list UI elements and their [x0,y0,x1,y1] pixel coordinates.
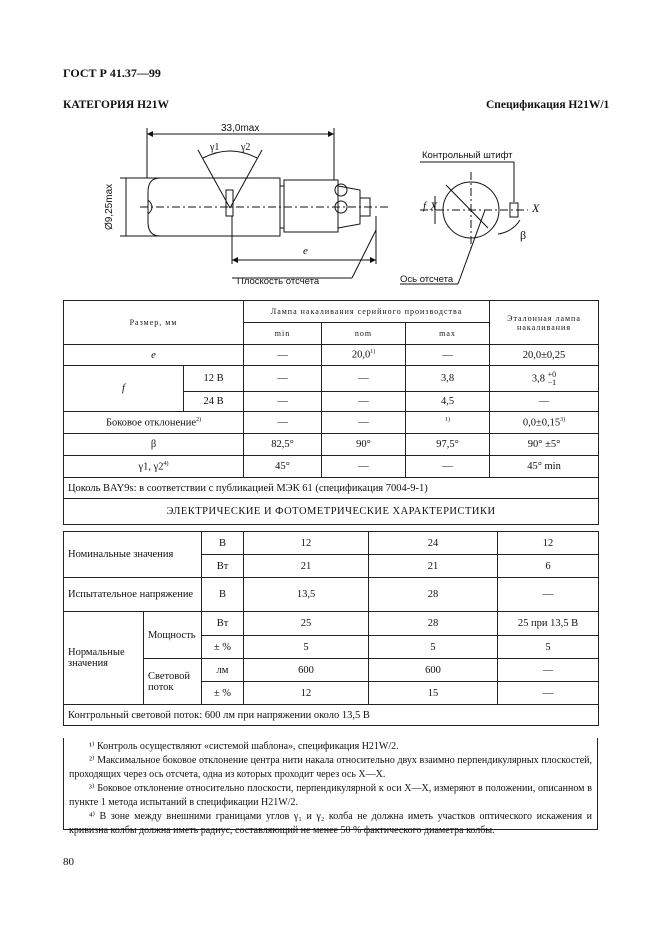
cell: — [498,578,599,612]
cell: $0,0\pm 0,15^{3)}$ [490,412,599,434]
cell: — [498,682,599,705]
cell: — [244,345,322,366]
cell: ± % [202,636,244,659]
cell: — [406,345,490,366]
cell: — [322,456,406,478]
cell: — [490,392,599,412]
footnote-3: ³⁾ Боковое отклонение относительно плоскости, перпендикулярной к оси X—X, измеряют в положении, описанном в пункте 1 метода испытаний в спецификации H21W/2. [69,783,592,808]
cell: 24 В [184,392,244,412]
x-right-label: X [532,201,540,215]
cell: 3,8 +0 −1 [490,366,599,392]
cell: — [406,456,490,478]
cell: ± % [202,682,244,705]
col-ref-header: Эталонная лампа накаливания [490,301,599,345]
test-label: Испытательное напряжение [64,578,202,612]
cell: В [202,578,244,612]
col-nom-header: nom [322,323,406,345]
spec-table [63,300,599,525]
e-label: e [303,245,308,257]
footnote-4: ⁴⁾ В зоне между внешними границами углов γ₁ и γ₂ колба не должна иметь участков оптического искажения и кривизна колбы должна иметь радиус, составляющий не менее 50 % фактического диаметра колбы. [69,811,592,836]
cell: 12 [244,682,369,705]
page-number: 80 [63,856,74,868]
cell: 15 [369,682,498,705]
cell: 5 [498,636,599,659]
cell: 12 [498,532,599,555]
section-title: ЭЛЕКТРИЧЕСКИЕ И ФОТОМЕТРИЧЕСКИЕ ХАРАКТЕРИСТИКИ [64,499,599,525]
cell: — [244,366,322,392]
col-size-header: Размер, мм [64,301,244,345]
cell: 1) [406,412,490,434]
cell: 21 [244,555,369,578]
cell: 600 [369,659,498,682]
cap-row: Цоколь BAY9s: в соответствии с публикацией МЭК 61 (спецификация 7004-9-1) [64,478,599,499]
power-label: Мощность [144,612,202,659]
cell: 24 [369,532,498,555]
cell: 4,5 [406,392,490,412]
row-f-label: f [64,366,184,412]
category-title: КАТЕГОРИЯ H21W [63,99,170,111]
cell: 5 [244,636,369,659]
cell: лм [202,659,244,682]
cell: Вт [202,612,244,636]
beta-label: β [520,228,527,242]
cell: В [202,532,244,555]
cell: — [322,412,406,434]
control-pin-label: Контрольный штифт [422,150,513,161]
f-label: f [423,200,427,212]
length-dimension: 33,0max [221,123,260,134]
x-left-label: X [430,199,438,213]
electrical-table [63,531,599,726]
row-lateral-label: Боковое отклонение$^{2)}$ [64,412,244,434]
ref-axis-label: Ось отсчета [400,274,454,285]
control-flux-row: Контрольный световой поток: 600 лм при напряжении около 13,5 В [64,705,599,726]
cell: 90° [322,434,406,456]
footnote-1: ¹⁾ Контроль осуществляют «системой шаблона», спецификация H21W/2. [89,741,399,752]
col-min-header: min [244,323,322,345]
cell: — [322,366,406,392]
lamp-drawing [0,0,661,300]
footnote-2: ²⁾ Максимальное боковое отклонение центра нити накала относительно двух взаимно перпендикулярных плоскостей, проходящих через ось отсчета, одна из которых проходит через ось X—X. [69,755,592,780]
cell: 28 [369,612,498,636]
cell: 82,5° [244,434,322,456]
cell: 97,5° [406,434,490,456]
gamma2-label: γ2 [241,142,251,153]
normal-label: Нормальные значения [64,612,144,705]
standard-title: ГОСТ Р 41.37—99 [63,66,161,80]
cell: 28 [369,578,498,612]
cell: 25 при 13,5 В [498,612,599,636]
cell: — [322,392,406,412]
nominal-label: Номинальные значения [64,532,202,578]
cell: 6 [498,555,599,578]
cell: — [244,392,322,412]
cell: — [498,659,599,682]
cell: 20,0±0,25 [490,345,599,366]
cell: 20,0$^{1)}$ [322,345,406,366]
diameter-dimension: Ø9,25max [104,183,115,230]
cell: 45° min [490,456,599,478]
cell: 3,8 [406,366,490,392]
gamma1-label: γ1 [210,142,220,153]
row-e-label: e [64,345,244,366]
cell: 5 [369,636,498,659]
cell: Вт [202,555,244,578]
spec-title: Спецификация H21W/1 [486,99,610,111]
cell: 45° [244,456,322,478]
cell: 600 [244,659,369,682]
cell: 12 [244,532,369,555]
cell: — [244,412,322,434]
flux-label: Световой поток [144,659,202,705]
cell: 25 [244,612,369,636]
cell: 12 В [184,366,244,392]
col-max-header: max [406,323,490,345]
cell: 90° ±5° [490,434,599,456]
col-serial-header: Лампа накаливания серийного производства [244,301,490,323]
cell: 21 [369,555,498,578]
row-gamma-label: γ1, γ2$^{4)}$ [64,456,244,478]
ref-plane-label: Плоскость отсчета [237,276,320,287]
cell: 13,5 [244,578,369,612]
footnotes [63,738,598,836]
row-beta-label: β [64,434,244,456]
